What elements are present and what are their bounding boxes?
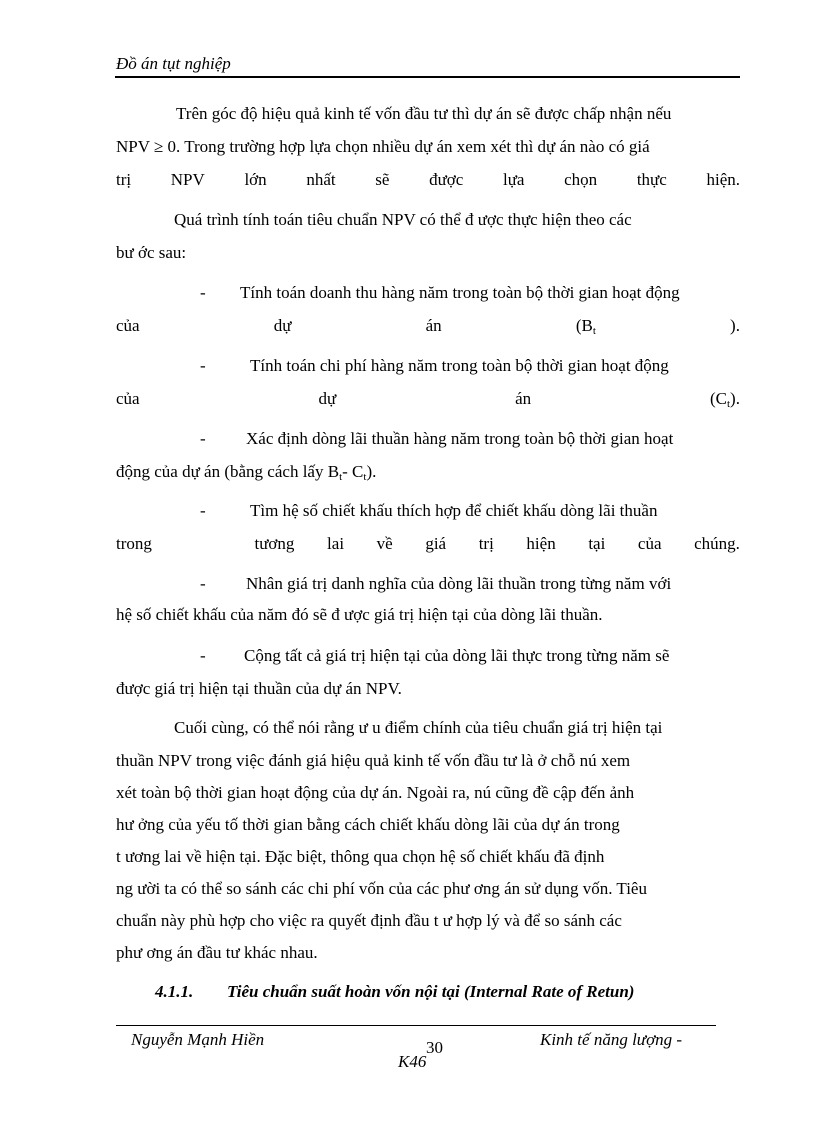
- word: hiện.: [706, 170, 740, 189]
- word: trị: [116, 170, 132, 189]
- word: hiện: [526, 534, 556, 553]
- word: tương: [254, 534, 295, 553]
- paragraph-line: Trên góc độ hiệu quả kinh tế vốn đầu tư thì dự án sẽ được chấp nhận nếu: [176, 104, 672, 123]
- paragraph-line: phư ơng án đầu tư khác nhau.: [116, 943, 318, 962]
- footer-class: K46: [398, 1052, 427, 1071]
- symbol-c: (C: [709, 389, 727, 408]
- paragraph-line: bư ớc sau:: [116, 243, 187, 262]
- section-title: Tiêu chuẩn suất hoàn vốn nội tại (Internal Rate of Retun): [227, 982, 635, 1001]
- word: ).: [730, 389, 740, 408]
- paragraph-line-justified: [116, 316, 740, 336]
- word: của: [116, 389, 140, 408]
- word: [576, 316, 596, 336]
- word: dự: [318, 389, 337, 408]
- word: của: [116, 316, 140, 335]
- paragraph-line: ng ười ta có thể so sánh các chi phí vốn của các phư ơng án sử dụng vốn. Tiêu: [116, 879, 647, 898]
- list-item-text: Nhân giá trị danh nghĩa của dòng lãi thuần trong từng năm với: [246, 574, 672, 593]
- list-item: [200, 501, 740, 521]
- word: NPV: [170, 170, 205, 189]
- paragraph-line: Quá trình tính toán tiêu chuẩn NPV có thể đ ược thực hiện theo các: [174, 210, 632, 229]
- list-dash: -: [200, 574, 206, 593]
- paragraph-line: NPV ≥ 0. Trong trường hợp lựa chọn nhiều dự án xem xét thì dự án nào có giá: [116, 137, 650, 156]
- word: [710, 389, 740, 409]
- word: án: [515, 389, 532, 408]
- word: trong: [116, 534, 152, 553]
- list-item-text: Xác định dòng lãi thuần hàng năm trong toàn bộ thời gian hoạt: [246, 429, 674, 448]
- footer-rule: [116, 1025, 716, 1026]
- word: ).: [730, 316, 740, 335]
- list-dash: -: [200, 646, 206, 665]
- header-rule: [115, 76, 740, 78]
- list-item: [200, 646, 740, 666]
- paragraph-line: chuẩn này phù hợp cho việc ra quyết định đầu t ư hợp lý và để so sánh các: [116, 911, 622, 930]
- text: ).: [366, 462, 377, 481]
- word: về: [376, 534, 393, 553]
- list-item: [200, 356, 740, 376]
- list-item: [200, 429, 740, 449]
- subscript: t: [363, 471, 367, 483]
- paragraph-line: thuần NPV trong việc đánh giá hiệu quả kinh tế vốn đầu tư là ở chỗ nú xem: [116, 751, 631, 770]
- word: trị: [478, 534, 494, 553]
- paragraph-line: hệ số chiết khấu của năm đó sẽ đ ược giá trị hiện tại của dòng lãi thuần.: [116, 605, 603, 624]
- footer-author: Nguyễn Mạnh Hiền: [131, 1030, 265, 1049]
- subscript: t: [339, 471, 343, 483]
- paragraph-line: [116, 462, 740, 482]
- text: - C: [342, 462, 364, 481]
- symbol-b: (B: [575, 316, 593, 335]
- word: lớn: [244, 170, 267, 189]
- paragraph-line-justified: [116, 534, 740, 554]
- paragraph-line: Cuối cùng, có thể nói rằng ư u điểm chính của tiêu chuẩn giá trị hiện tại: [174, 718, 663, 737]
- word: tại: [588, 534, 606, 553]
- word: lai: [327, 534, 345, 553]
- word: nhất: [306, 170, 336, 189]
- word: thực: [636, 170, 667, 189]
- paragraph-line-justified: [116, 389, 740, 409]
- paragraph-line: t ương lai về hiện tại. Đặc biệt, thông qua chọn hệ số chiết khấu đã định: [116, 847, 605, 866]
- list-item-text: Cộng tất cả giá trị hiện tại của dòng lãi thực trong từng năm sẽ: [244, 646, 670, 665]
- word: của: [637, 534, 662, 553]
- paragraph-line-justified: [116, 170, 740, 190]
- word: sẽ: [375, 170, 390, 189]
- text: động của dự án (bằng cách lấy B: [116, 462, 340, 481]
- running-header: Đồ án tụt nghiệp: [116, 54, 231, 73]
- subscript: t: [592, 325, 596, 337]
- list-dash: -: [200, 283, 206, 302]
- page-number: 30: [426, 1038, 443, 1057]
- word: được: [429, 170, 464, 189]
- word: lựa: [502, 170, 525, 189]
- word: chọn: [564, 170, 598, 189]
- list-item: [200, 283, 740, 303]
- list-item: [200, 574, 740, 594]
- paragraph-line: xét toàn bộ thời gian hoạt động của dự án. Ngoài ra, nú cũng đề cập đến ảnh: [116, 783, 635, 802]
- word: dự: [273, 316, 292, 335]
- list-dash: -: [200, 501, 206, 520]
- section-number: 4.1.1.: [155, 982, 194, 1001]
- list-dash: -: [200, 429, 206, 448]
- word: chúng.: [694, 534, 740, 553]
- list-item-text: Tìm hệ số chiết khấu thích hợp để chiết khấu dòng lãi thuần: [250, 501, 658, 520]
- word: án: [425, 316, 442, 335]
- list-item-text: Tính toán chi phí hàng năm trong toàn bộ thời gian hoạt động: [250, 356, 669, 375]
- subscript: t: [726, 398, 731, 410]
- paragraph-line: được giá trị hiện tại thuần của dự án NPV.: [116, 679, 402, 698]
- paragraph-line: hư ởng của yếu tố thời gian bằng cách chiết khấu dòng lãi của dự án trong: [116, 815, 620, 834]
- list-item-text: Tính toán doanh thu hàng năm trong toàn bộ thời gian hoạt động: [240, 283, 680, 302]
- word: giá: [425, 534, 447, 553]
- section-heading: [155, 982, 634, 1002]
- footer-program: Kinh tế năng lượng -: [540, 1030, 683, 1049]
- list-dash: -: [200, 356, 206, 375]
